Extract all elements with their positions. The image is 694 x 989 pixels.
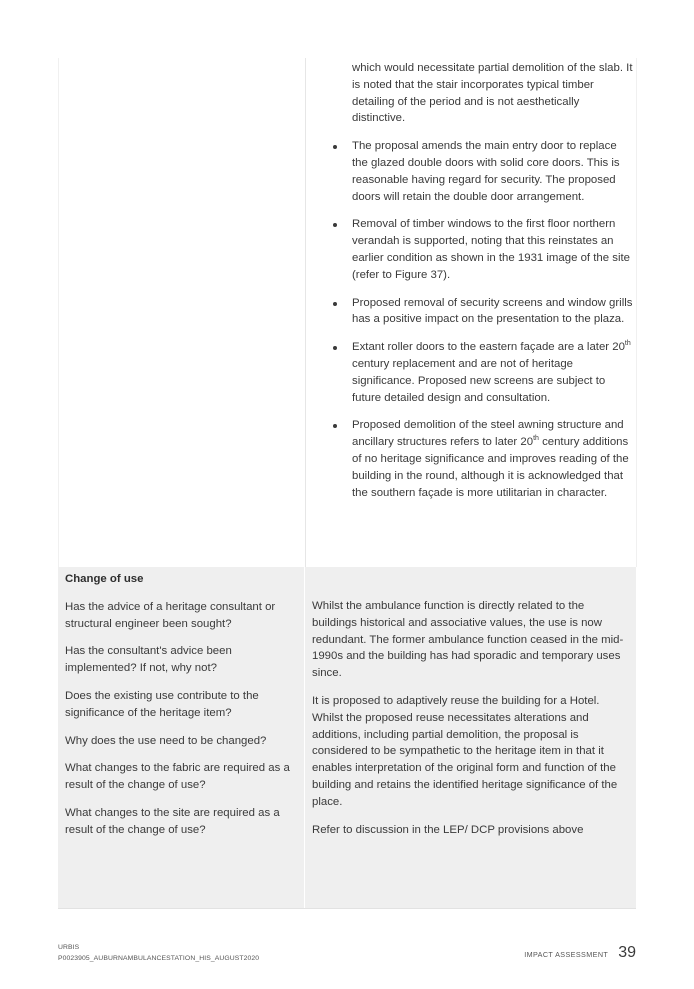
- bullet-dot-icon: [333, 145, 337, 149]
- list-item: [335, 339, 635, 406]
- bullet-text: The proposal amends the main entry door to replace the glazed double doors with solid core doors. This is reasonable having regard for security. The proposed doors will retain the double door arrangement.: [352, 140, 620, 203]
- response-cell: [305, 58, 637, 567]
- bullet-text: which would necessitate partial demolition of the slab. It is noted that the stair incorporates typical timber detailing of the period and is not aesthetically distinctive.: [352, 62, 633, 125]
- list-item: [335, 417, 635, 501]
- bullet-dot-icon: [333, 223, 337, 227]
- response-paragraph: It is proposed to adaptively reuse the building for a Hotel. Whilst the proposed reuse necessitates alterations and additions, including partial demolition, the proposal is considered to be sympathetic to the heritage item in that it enables interpretation of the original form and function of the building and retains the identified heritage significance of the place.: [312, 694, 618, 808]
- section-title: Change of use: [65, 573, 144, 585]
- list-item: [335, 216, 635, 283]
- table-row: [58, 567, 636, 908]
- question: Why does the use need to be changed?: [65, 734, 267, 747]
- footer-page-info: [524, 944, 636, 962]
- response-paragraph: Refer to discussion in the LEP/ DCP provisions above: [312, 823, 584, 836]
- bullet-text-start: Extant roller doors to the eastern façade are a later 20: [352, 341, 625, 354]
- list-item: [335, 295, 635, 329]
- footer-company: URBIS: [58, 944, 80, 951]
- question: Has the advice of a heritage consultant or structural engineer been sought?: [65, 600, 276, 630]
- question: What changes to the site are required as a result of the change of use?: [65, 806, 280, 836]
- response-cell: [305, 567, 636, 908]
- question: Does the existing use contribute to the significance of the heritage item?: [65, 689, 259, 719]
- bullet-text-start: Proposed demolition of the steel awning structure and ancillary structures refers to later 20: [352, 419, 624, 449]
- bullet-list: [335, 60, 635, 512]
- page-number: 39: [618, 944, 636, 961]
- superscript: th: [624, 340, 631, 348]
- bullet-dot-icon: [333, 302, 337, 306]
- list-item: [335, 138, 635, 205]
- question: What changes to the fabric are required as a result of the change of use?: [65, 762, 290, 792]
- bullet-text: Proposed removal of security screens and window grills has a positive impact on the presentation to the plaza.: [352, 296, 633, 326]
- bullet-text: Removal of timber windows to the first floor northern verandah is supported, noting that this reinstates an earlier condition as shown in the 1931 image of the site (refer to Figure 37).: [352, 218, 630, 281]
- footer-section: IMPACT ASSESSMENT: [524, 950, 609, 959]
- superscript: th: [533, 435, 539, 443]
- assessment-table: [58, 58, 636, 909]
- bullet-text-end: century replacement and are not of heritage significance. Proposed new screens are subject to future detailed design and consultation.: [352, 357, 606, 404]
- question: Has the consultant's advice been implemented? If not, why not?: [65, 645, 232, 675]
- bullet-dot-icon: [333, 424, 337, 428]
- footer-document-id: P0023905_AUBURNAMBULANCESTATION_HIS_AUGUST2020: [58, 955, 260, 962]
- bullet-dot-icon: [333, 346, 337, 350]
- list-item: [335, 60, 635, 127]
- criteria-cell: [58, 58, 306, 567]
- footer-doc-info: [58, 942, 259, 964]
- bullet-text-end: century additions of no heritage significance and improves reading of the building in the round, although it is acknowledged that the southern façade is more utilitarian in character.: [352, 436, 629, 499]
- table-row: [58, 58, 636, 567]
- response-paragraph: Whilst the ambulance function is directly related to the buildings historical and associative values, the use is now redundant. The former ambulance function ceased in the mid-1990s and the building has had sporadic and temporary uses since.: [312, 600, 624, 680]
- criteria-cell: [58, 567, 305, 908]
